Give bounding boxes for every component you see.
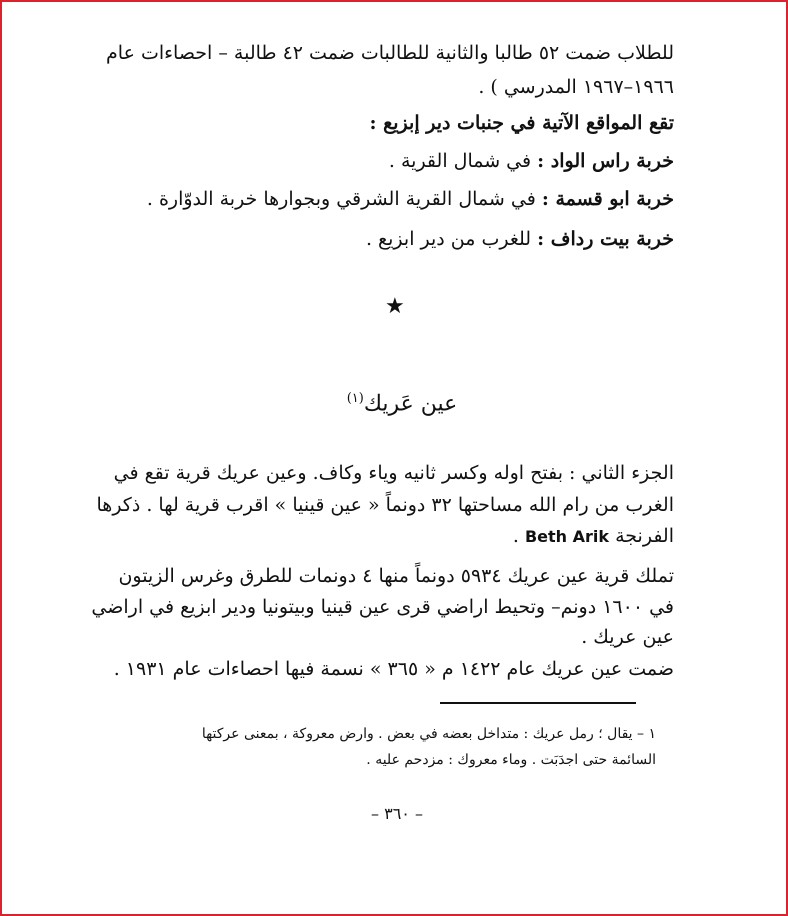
body-line: الغرب من رام الله مساحتها ٣٢ دونماً « عين قينيا » اقرب قرية لها . ذكرها: [96, 494, 674, 516]
footnote-rule: [440, 702, 636, 704]
body-line: عين عريك .: [581, 626, 674, 648]
site-item: [147, 186, 674, 212]
star-separator: ★: [385, 294, 405, 319]
site-item: [389, 148, 674, 174]
body-text: الفرنجة: [615, 525, 674, 547]
intro-line-1: للطلاب ضمت ٥٢ طالبا والثانية للطالبات ضمت ٤٢ طالبة – احصاءات عام: [106, 42, 674, 64]
body-text: .: [512, 525, 519, 547]
section-title-text: عين عَريك: [363, 391, 458, 417]
site-name: خربة بيت رداف :: [537, 228, 674, 250]
page-number: – ٣٦٠ –: [371, 804, 423, 823]
site-desc: في شمال القرية .: [388, 150, 532, 172]
footnote-line: ١ – يقال ؛ رمل عريك : متداخل بعضه في بعض . وارض معروكة ، بمعنى عركتها: [201, 726, 656, 742]
intro-line-2: ١٩٦٦–١٩٦٧ المدرسي ) .: [478, 76, 674, 98]
section-title: [302, 384, 502, 419]
body-line: [513, 523, 674, 550]
site-name: خربة راس الواد :: [537, 150, 674, 172]
site-desc: للغرب من دير ابزيع .: [365, 228, 532, 250]
site-desc: في شمال القرية الشرقي وبجوارها خربة الدوّارة .: [146, 188, 536, 210]
site-item: [366, 226, 674, 252]
body-line: ضمت عين عريك عام ١٤٢٢ م « ٣٦٥ » نسمة فيها احصاءات عام ١٩٣١ .: [113, 658, 674, 680]
footnote-line: السائمة حتى اجدَبَت . وماء معروك : مزدحم عليه .: [366, 752, 656, 768]
site-name: خربة ابو قسمة :: [541, 188, 674, 210]
sites-heading: تقع المواقع الآتية في جنبات دير إبزيع :: [369, 112, 674, 134]
footnote-ref: (١): [346, 391, 364, 406]
body-line: تملك قرية عين عريك ٥٩٣٤ دونماً منها ٤ دونمات للطرق وغرس الزيتون: [118, 565, 674, 587]
body-line: في ١٦٠٠ دونم– وتحيط اراضي قرى عين قينيا وبيتونيا ودير ابزيع في اراضي: [91, 596, 674, 618]
body-line: الجزء الثاني : بفتح اوله وكسر ثانيه وياء وكاف. وعين عريك قرية تقع في: [113, 462, 674, 484]
latin-name: Beth Arik: [524, 527, 610, 546]
